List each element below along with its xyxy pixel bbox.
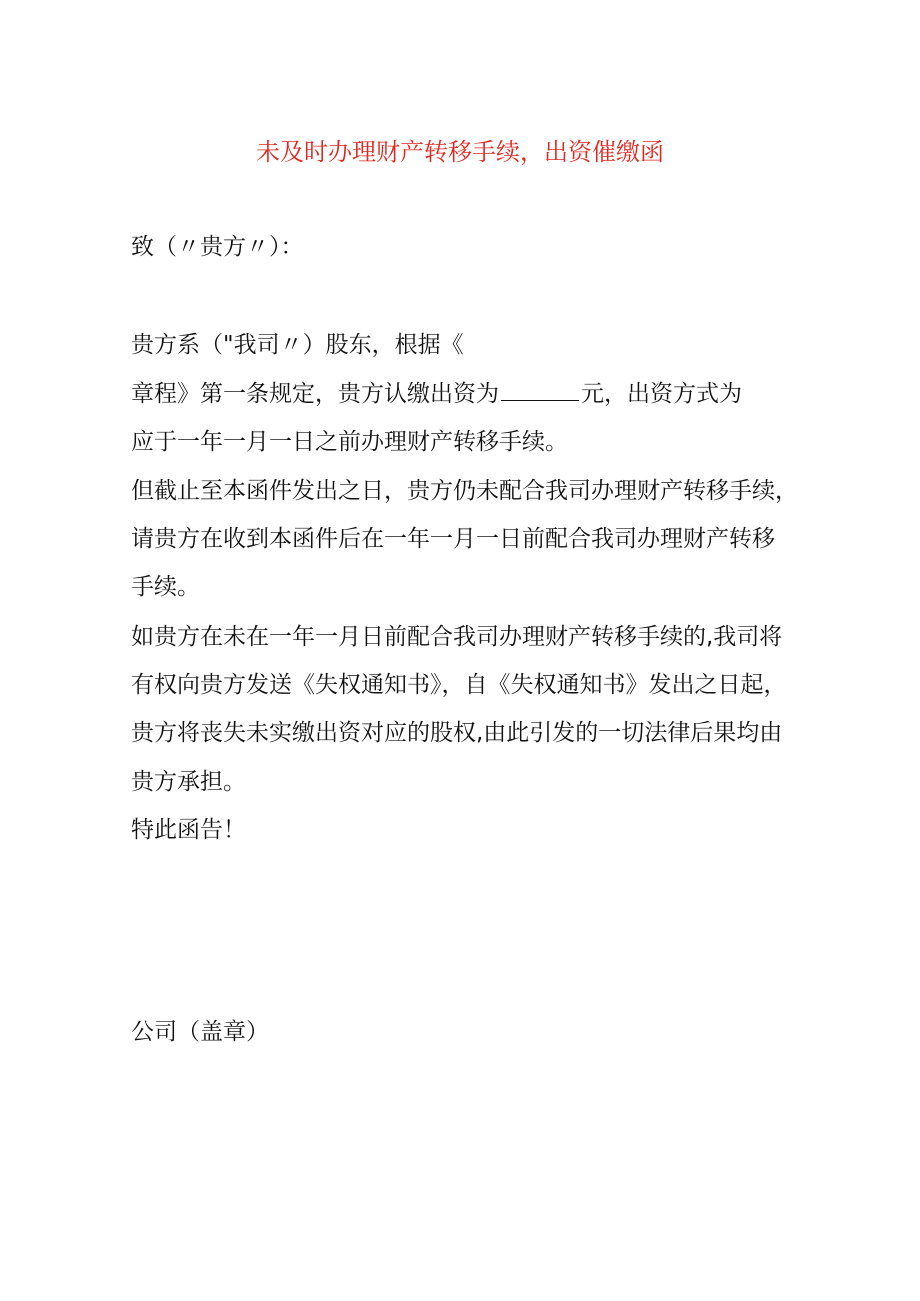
addressee: 致（〃贵方〃）： (131, 234, 304, 260)
body-line-8: 有权向贵方发送《失权通知书》，自《失权通知书》发出之日起， (131, 672, 787, 698)
body-line-5: 请贵方在收到本函件后在一年一月一日前配合我司办理财产转移 (131, 526, 775, 552)
body-line-9: 贵方将丧失未实缴出资对应的股权,由此引发的一切法律后果均由 (131, 720, 783, 746)
body-line-7: 如贵方在未在一年一月日前配合我司办理财产转移手续的,我司将 (131, 624, 783, 650)
amount-blank (501, 380, 579, 401)
body-line-2-after: 元，出资方式为 (581, 381, 742, 407)
body-line-6: 手续。 (131, 574, 200, 600)
body-line-1: 贵方系（"我司〃）股东，根据《 (131, 332, 464, 358)
closing-line: 特此函告！ (131, 817, 246, 843)
body-line-3: 应于一年一月一日之前办理财产转移手续。 (131, 429, 568, 455)
body-line-2 (131, 378, 742, 410)
signature: 公司（盖章） (131, 1019, 269, 1045)
body-line-10: 贵方承担。 (131, 769, 246, 795)
document-title: 未及时办理财产转移手续，出资催缴函 (256, 138, 664, 166)
body-line-2-before: 章程》第一条规定，贵方认缴出资为 (131, 381, 499, 407)
body-line-4: 但截止至本函件发出之日，贵方仍未配合我司办理财产转移手续， (131, 478, 798, 504)
